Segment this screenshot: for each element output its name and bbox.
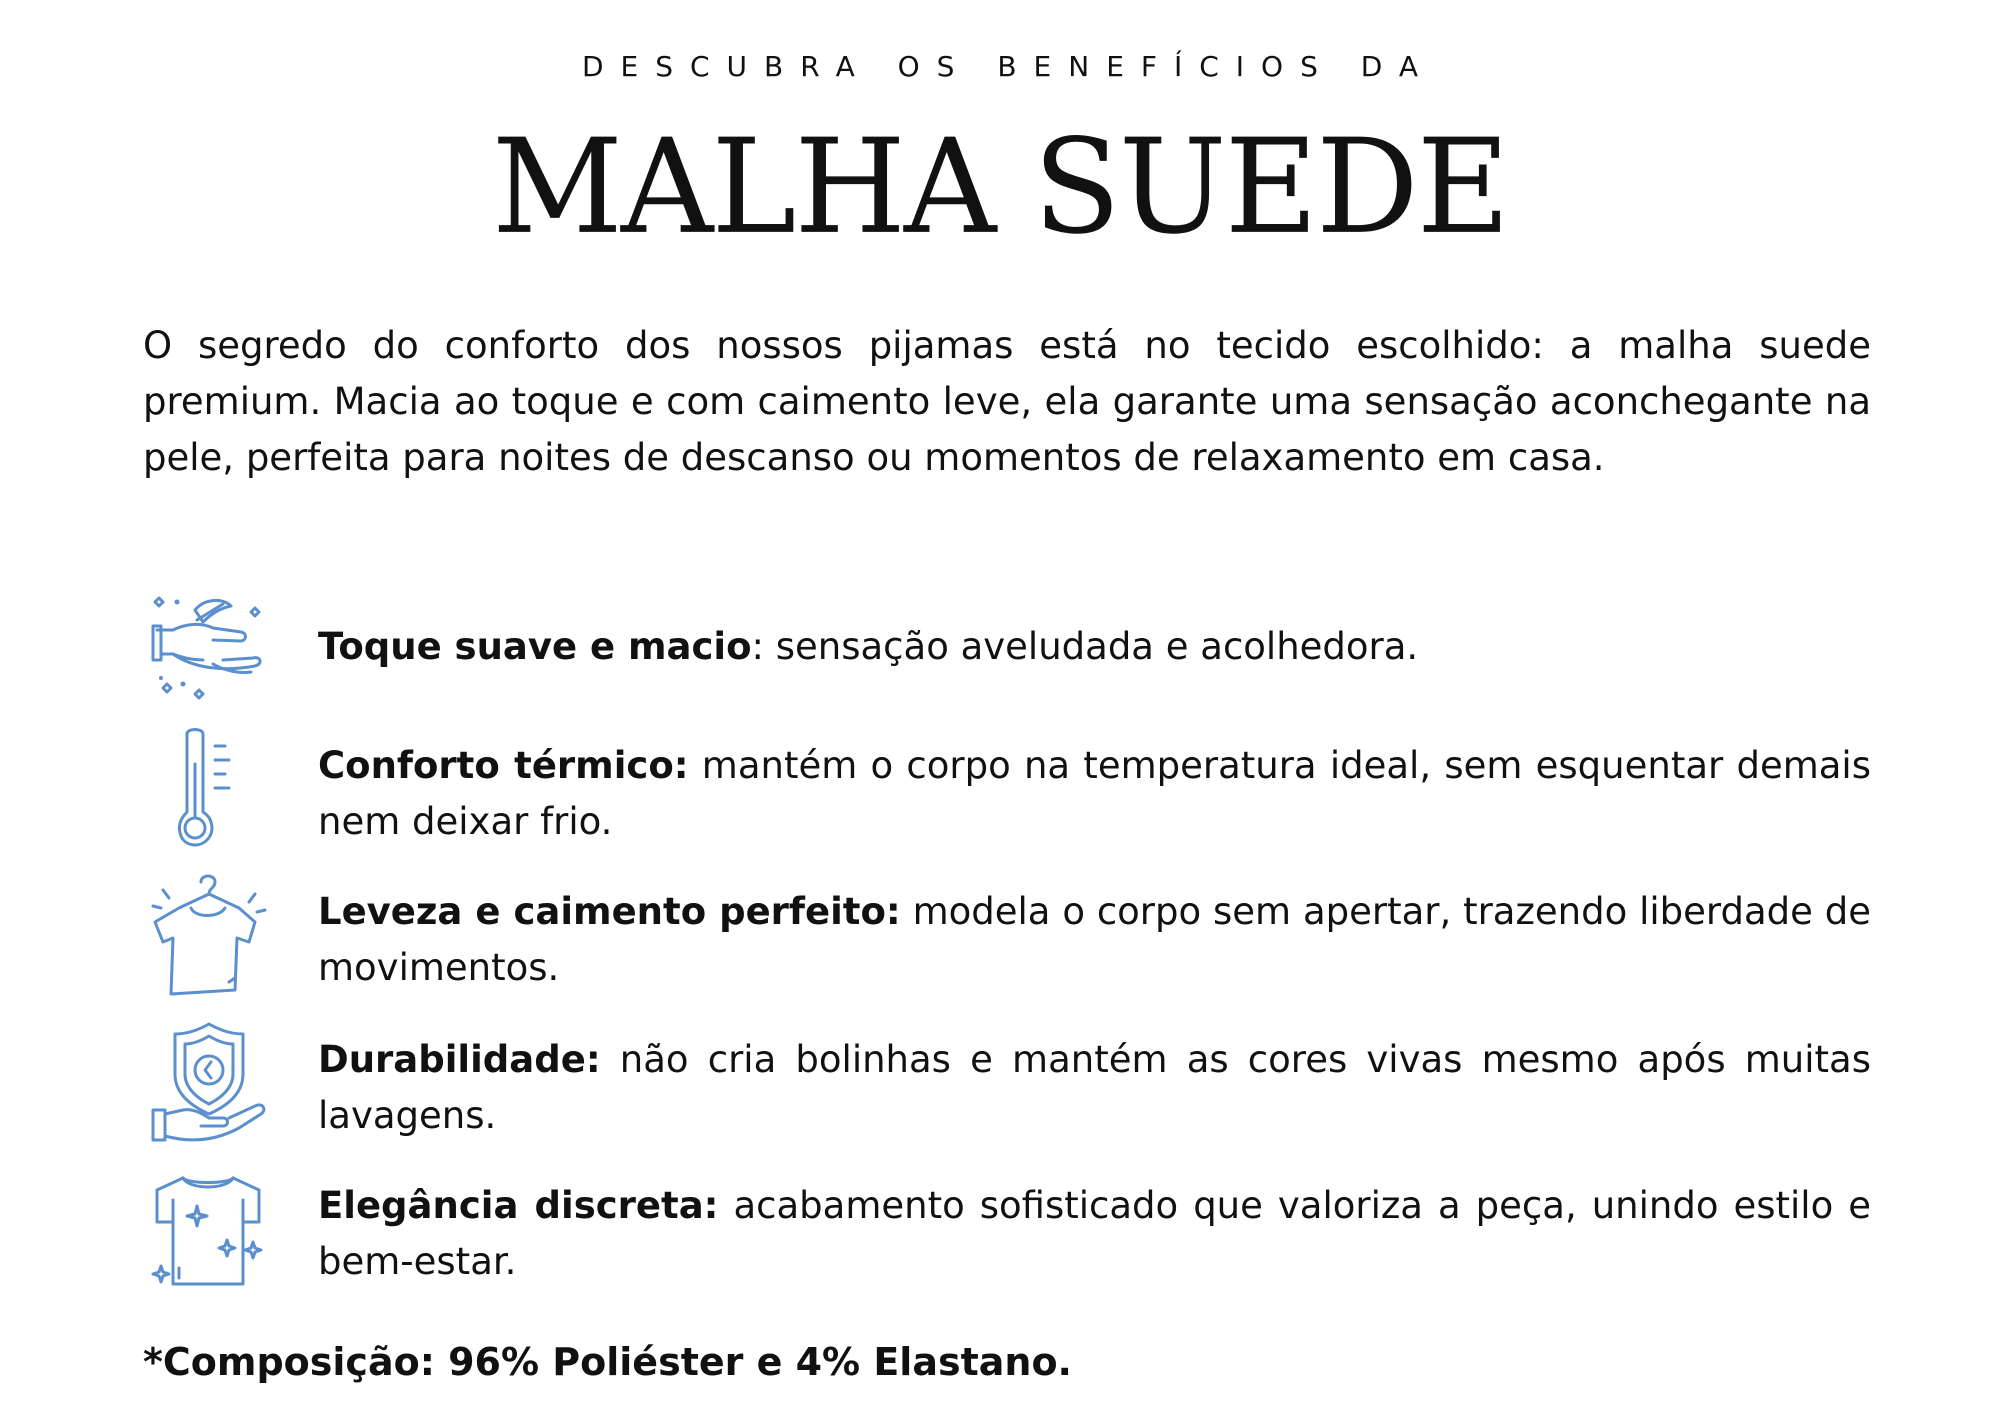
composition-note: *Composição: 96% Poliéster e 4% Elastano. [143,1340,1072,1384]
benefit-description: mantém o corpo na temperatura ideal, sem esquentar demais nem deixar frio. [318,744,1871,843]
benefit-title: Conforto térmico: [318,744,689,787]
benefit-description: modela o corpo sem apertar, trazendo liberdade de movimentos. [318,890,1871,989]
thermometer-icon [143,724,273,854]
benefit-text [318,738,1871,850]
benefit-title: Leveza e caimento perfeito: [318,890,901,933]
benefit-text [318,1178,1871,1290]
benefit-item [143,588,1871,728]
benefit-text [318,884,1871,996]
benefit-item [143,1018,1871,1158]
benefit-item [143,724,1871,864]
benefit-description: : sensação aveludada e acolhedora. [751,625,1419,668]
shield-hand-icon [143,1018,273,1148]
benefit-item [143,870,1871,1010]
tshirt-hanger-icon [143,870,273,1000]
page-title: MALHA SUEDE [491,111,1509,264]
benefit-title: Durabilidade: [318,1038,601,1081]
benefit-text [318,1032,1871,1144]
tshirt-sparkle-icon [143,1166,273,1296]
benefit-title: Toque suave e macio [318,625,752,668]
benefit-item [143,1166,1871,1306]
page-kicker: DESCUBRA OS BENEFÍCIOS DA [581,50,1435,83]
hand-feather-icon [143,588,273,718]
benefit-description: acabamento sofisticado que valoriza a peça, unindo estilo e bem-estar. [318,1184,1871,1283]
benefit-text [318,619,1871,675]
benefit-title: Elegância discreta: [318,1184,719,1227]
intro-paragraph: O segredo do conforto dos nossos pijamas está no tecido escolhido: a malha suede premium. Macia ao toque e com caimento leve, ela garante uma sensação aconchegante na pele, perfeita para noites de descanso ou momentos de relaxamento em casa. [143,324,1871,479]
benefit-description: não cria bolinhas e mantém as cores vivas mesmo após muitas lavagens. [318,1038,1871,1137]
